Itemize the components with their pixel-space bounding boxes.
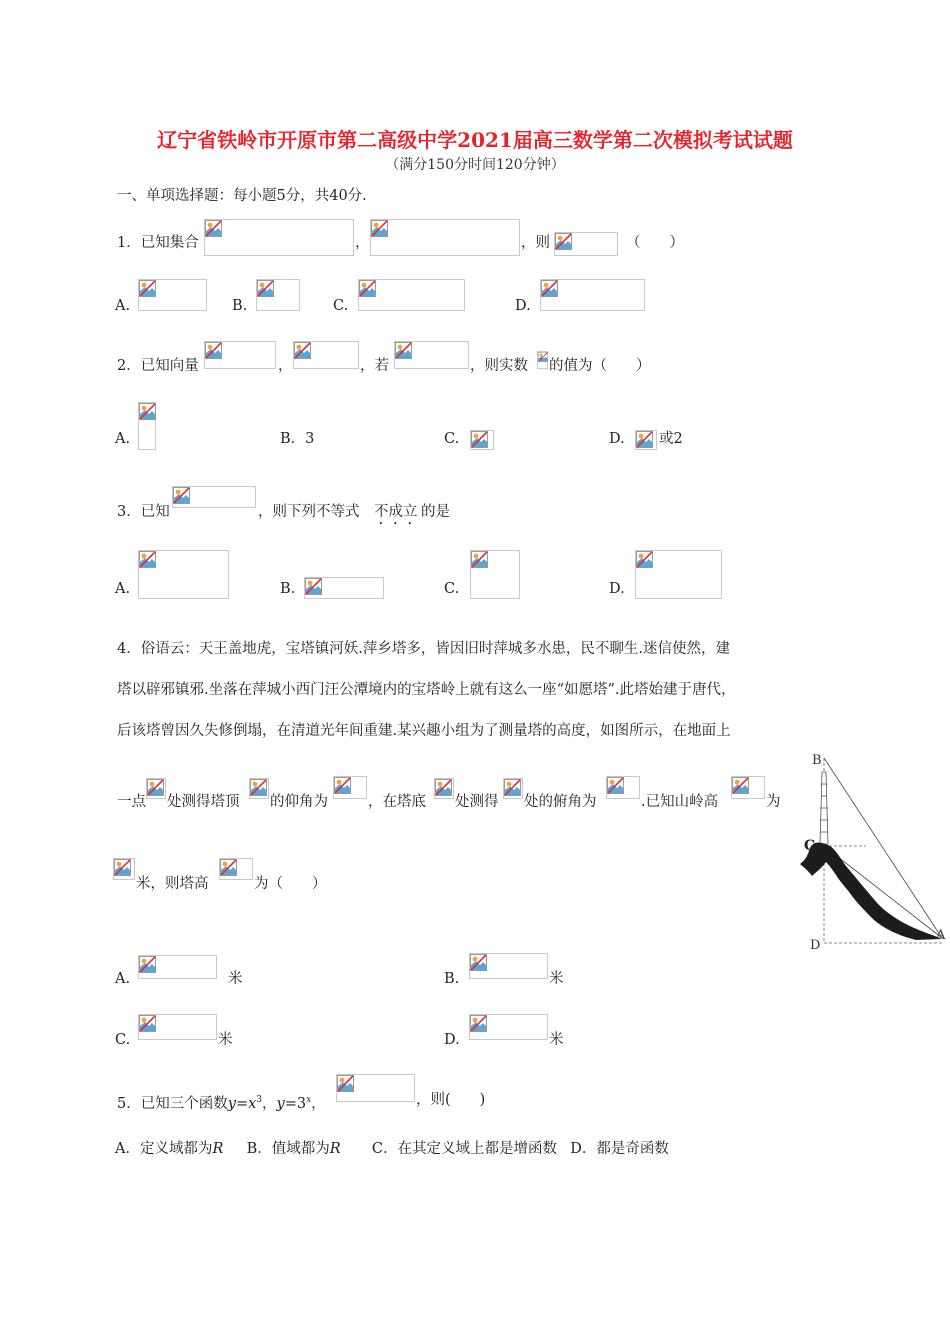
q3-option-d: D. — [609, 581, 625, 597]
q4-l5-b: 为（ ） — [254, 876, 327, 892]
q4-option-d: D. — [444, 1032, 460, 1048]
q4-l5-a: 米，则塔高 — [136, 876, 209, 892]
image-placeholder-icon — [220, 859, 237, 876]
q5-option-d: D．都是奇函数 — [570, 1141, 669, 1157]
formula-image — [113, 858, 135, 880]
q1-stem-b: ， — [355, 235, 370, 251]
q5-f2-y: y — [276, 1095, 285, 1112]
image-placeholder-icon — [435, 779, 452, 796]
formula-image — [219, 858, 253, 880]
formula-image — [469, 953, 548, 979]
formula-image — [172, 486, 256, 508]
q2-option-a: A. — [115, 431, 131, 447]
formula-image — [138, 955, 217, 979]
image-placeholder-icon — [205, 342, 222, 359]
q1-stem-d: （ ） — [626, 235, 684, 251]
q4-option-c-unit: 米 — [218, 1032, 233, 1048]
formula-image — [540, 279, 645, 311]
q5-f1-x: x — [248, 1095, 257, 1112]
image-placeholder-icon — [147, 779, 164, 796]
q5-stem-b: ，则( ) — [416, 1092, 486, 1108]
q3-stem-a: 3．已知 — [117, 504, 170, 520]
image-placeholder-icon — [471, 551, 488, 568]
q4-line-3: 后该塔曾因久失修倒塌，在清道光年间重建.某兴趣小组为了测量塔的高度，如图所示，在地面上 — [117, 723, 731, 739]
image-placeholder-icon — [139, 280, 156, 297]
q4-l4-h: 为 — [766, 794, 781, 810]
formula-image — [503, 778, 523, 799]
q4-l4-g: .已知山岭高 — [641, 794, 719, 810]
q4-line-1: 4．俗语云：天王盖地虎，宝塔镇河妖.萍乡塔多，皆因旧时萍城多水患，民不聊生.迷信使然，建 — [117, 641, 730, 657]
q5-stem-a: 5．已知三个函数 — [117, 1095, 228, 1112]
image-placeholder-icon — [205, 220, 222, 237]
image-placeholder-icon — [636, 551, 653, 568]
q5-f1-sep: ， — [262, 1095, 277, 1112]
q4-l4-e: 处测得 — [455, 794, 499, 810]
tower-figure — [796, 748, 948, 954]
q5-options — [115, 1139, 669, 1159]
figure-label-d: D — [810, 938, 821, 953]
image-placeholder-icon — [139, 1015, 156, 1032]
q3-option-c: C. — [444, 581, 460, 597]
formula-image — [249, 778, 269, 799]
formula-image — [358, 279, 465, 311]
q4-option-a-unit: 米 — [228, 971, 243, 987]
figure-label-b: B — [812, 753, 822, 768]
formula-image — [138, 279, 207, 311]
q4-l4-c: 的仰角为 — [270, 794, 328, 810]
q4-l4-b: 处测得塔顶 — [167, 794, 240, 810]
formula-image — [434, 778, 454, 799]
q1-option-b: B. — [232, 298, 248, 314]
q3-emphasis-text: 不成立 — [374, 504, 418, 520]
q3-stem-b: ，则下列不等式 — [258, 504, 360, 520]
q4-option-b: B. — [444, 971, 460, 987]
q3-option-a: A. — [115, 581, 131, 597]
q4-option-a: A. — [115, 971, 131, 987]
q4-option-d-unit: 米 — [549, 1032, 564, 1048]
q2-option-c: C. — [444, 431, 460, 447]
formula-image — [469, 1014, 548, 1040]
image-placeholder-icon — [504, 779, 521, 796]
image-placeholder-icon — [257, 280, 274, 297]
formula-image — [204, 341, 276, 369]
q5-f2-sep: ， — [311, 1095, 326, 1112]
image-placeholder-icon — [555, 233, 572, 250]
formula-image — [146, 778, 166, 799]
image-placeholder-icon — [139, 551, 156, 568]
formula-image — [138, 402, 156, 450]
image-placeholder-icon — [250, 779, 267, 796]
formula-image — [138, 550, 229, 599]
formula-image — [537, 351, 548, 369]
q2-stem-a: 2．已知向量 — [117, 358, 199, 374]
q2-stem-e: 的值为（ ） — [549, 358, 651, 374]
formula-image — [470, 550, 520, 599]
formula-image — [554, 232, 618, 256]
image-placeholder-icon — [607, 777, 624, 794]
q4-option-b-unit: 米 — [549, 971, 564, 987]
image-placeholder-icon — [359, 280, 376, 297]
image-placeholder-icon — [173, 487, 190, 504]
q5-option-a-r: R — [212, 1141, 224, 1157]
q5-f1-y: y — [227, 1095, 236, 1112]
q4-line-2: 塔以辟邪镇邪.坐落在萍城小西门汪公潭境内的宝塔岭上就有这么一座“如愿塔”.此塔始建于唐代， — [117, 682, 736, 698]
q2-stem-b: ， — [278, 358, 293, 374]
q5-f2-exp: x — [306, 1095, 312, 1105]
image-placeholder-icon — [636, 431, 653, 448]
q4-l4-d: ，在塔底 — [368, 794, 426, 810]
formula-image — [635, 430, 657, 450]
image-placeholder-icon — [471, 431, 488, 448]
figure-label-a: A — [936, 928, 946, 943]
q2-stem-c: ，若 — [360, 358, 389, 374]
q2-option-b: B．3 — [280, 431, 315, 447]
formula-image — [394, 341, 469, 369]
image-placeholder-icon — [470, 1015, 487, 1032]
q1-option-d: D. — [515, 298, 531, 314]
image-placeholder-icon — [139, 403, 156, 420]
image-placeholder-icon — [337, 1075, 354, 1092]
formula-image — [336, 1074, 415, 1102]
q1-option-c: C. — [333, 298, 349, 314]
image-placeholder-icon — [294, 342, 311, 359]
formula-image — [470, 430, 494, 450]
figure-label-c: C — [804, 838, 816, 854]
image-placeholder-icon — [395, 342, 412, 359]
q5-f1-exp: 3 — [256, 1095, 263, 1105]
image-placeholder-icon — [538, 352, 548, 362]
page-title: 辽宁省铁岭市开原市第二高级中学2021届高三数学第二次模拟考试试题 — [157, 128, 793, 152]
q4-l4-f: 处的俯角为 — [524, 794, 597, 810]
q5-f1-eq: = — [235, 1095, 249, 1112]
formula-image — [304, 577, 384, 599]
formula-image — [138, 1014, 217, 1040]
q1-stem-c: ，则 — [521, 235, 550, 251]
formula-image — [635, 550, 722, 599]
page-subtitle: （满分150分时间120分钟） — [385, 157, 565, 173]
q5-option-b: B．值域都为 — [246, 1141, 330, 1157]
q3-option-b: B. — [280, 581, 296, 597]
q5-option-c: C．在其定义域上都是增函数 — [371, 1141, 558, 1157]
q2-option-d-tail: 或2 — [659, 431, 683, 447]
q2-stem-d: ，则实数 — [470, 358, 528, 374]
image-placeholder-icon — [732, 777, 749, 794]
image-placeholder-icon — [114, 859, 131, 876]
formula-image — [256, 279, 300, 311]
image-placeholder-icon — [470, 954, 487, 971]
formula-image — [293, 341, 359, 369]
formula-image — [731, 776, 765, 799]
q5-option-a: A．定义域都为 — [115, 1141, 213, 1157]
q1-option-a: A. — [115, 298, 131, 314]
formula-image — [606, 776, 640, 799]
q5-f2-eq: =3 — [284, 1095, 307, 1112]
formula-image — [370, 219, 520, 256]
q5-stem — [117, 1090, 326, 1114]
formula-image — [333, 776, 367, 799]
section-heading: 一、单项选择题：每小题5分，共40分. — [117, 188, 367, 204]
q4-l4-a: 一点 — [117, 794, 146, 810]
q2-option-d: D. — [609, 431, 625, 447]
q4-option-c: C. — [115, 1032, 131, 1048]
image-placeholder-icon — [305, 578, 322, 595]
formula-image — [204, 219, 354, 256]
q5-option-b-r: R — [329, 1141, 341, 1157]
q1-stem-a: 1．已知集合 — [117, 235, 199, 251]
image-placeholder-icon — [334, 777, 351, 794]
image-placeholder-icon — [371, 220, 388, 237]
image-placeholder-icon — [541, 280, 558, 297]
image-placeholder-icon — [139, 956, 156, 973]
q3-stem-c: 的是 — [421, 504, 450, 520]
